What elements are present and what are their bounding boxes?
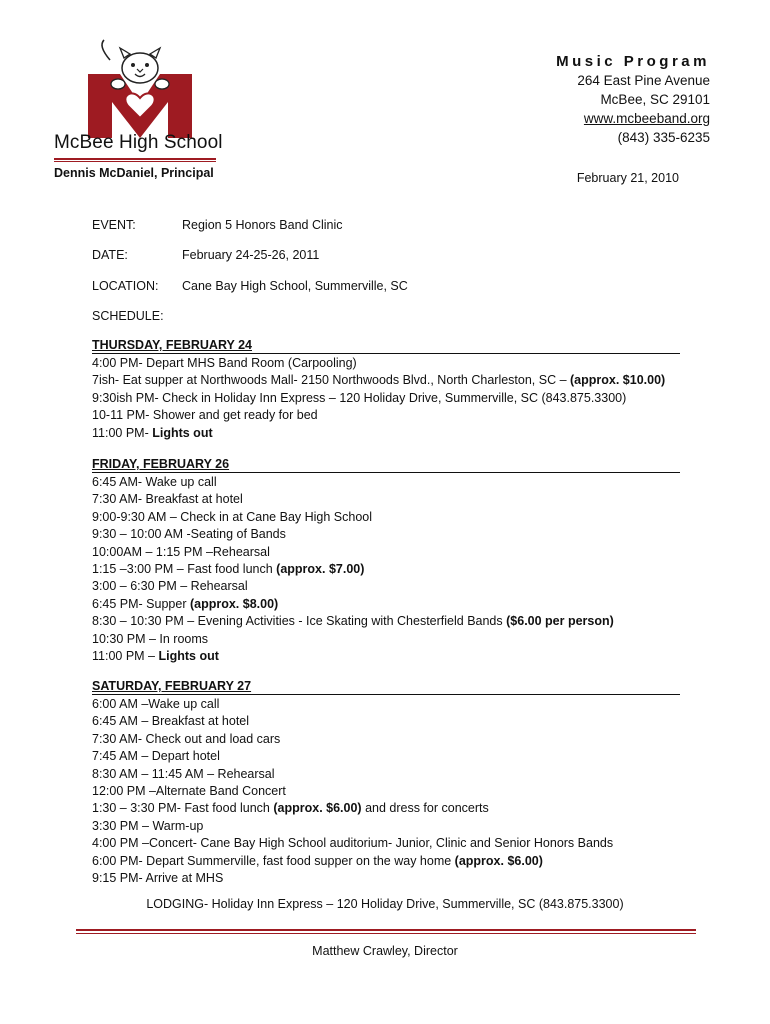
schedule-day-heading bbox=[92, 337, 680, 354]
schedule-item bbox=[92, 509, 680, 526]
schedule-item bbox=[92, 731, 680, 748]
schedule-item-text: 3:00 – 6:30 PM – Rehearsal bbox=[92, 579, 248, 594]
schedule-item-text: 1:15 –3:00 PM – Fast food lunch bbox=[92, 562, 277, 577]
schedule-item-text: 9:30 – 10:00 AM -Seating of Bands bbox=[92, 527, 286, 542]
letter-date: February 21, 2010 bbox=[576, 171, 679, 185]
schedule-item-text: 10-11 PM- Shower and get ready for bed bbox=[92, 408, 318, 423]
principal-name: Dennis McDaniel, Principal bbox=[54, 166, 214, 180]
schedule-item bbox=[92, 372, 680, 389]
schedule-item bbox=[92, 853, 680, 870]
schedule-item-text: 8:30 AM – 11:45 AM – Rehearsal bbox=[92, 766, 275, 781]
schedule-day-heading bbox=[92, 456, 680, 473]
school-name: McBee High School bbox=[54, 132, 223, 153]
day-heading-text: FRIDAY, FEBRUARY 26 bbox=[92, 457, 230, 471]
schedule-item-text: 6:45 AM- Wake up call bbox=[92, 475, 217, 489]
location-value: Cane Bay High School, Summerville, SC bbox=[182, 279, 408, 293]
schedule-item bbox=[92, 870, 680, 887]
schedule-item-emphasis: Lights out bbox=[152, 425, 213, 440]
address-line-2: McBee, SC 29101 bbox=[600, 92, 710, 107]
event-row bbox=[92, 218, 343, 232]
schedule-item-text: 4:00 PM- Depart MHS Band Room (Carpooling) bbox=[92, 356, 357, 370]
day-heading-text: SATURDAY, FEBRUARY 27 bbox=[92, 679, 252, 693]
schedule-item bbox=[92, 544, 680, 561]
schedule-item bbox=[92, 561, 680, 578]
schedule-item-text: 12:00 PM –Alternate Band Concert bbox=[92, 784, 286, 799]
schedule-item bbox=[92, 613, 680, 630]
schedule-item bbox=[92, 596, 680, 613]
date-row bbox=[92, 248, 319, 262]
footer-rule bbox=[76, 929, 696, 931]
lodging-info: LODGING- Holiday Inn Express – 120 Holiday Drive, Summerville, SC (843.875.3300) bbox=[146, 897, 624, 911]
schedule-item bbox=[92, 713, 680, 730]
schedule-item-text: 3:30 PM – Warm-up bbox=[92, 818, 204, 833]
director-name: Matthew Crawley, Director bbox=[312, 944, 458, 958]
phone-number: (843) 335-6235 bbox=[617, 130, 710, 145]
schedule-item bbox=[92, 355, 680, 372]
schedule-item-emphasis: (approx. $6.00) bbox=[273, 801, 362, 816]
schedule-item bbox=[92, 390, 680, 407]
schedule-item bbox=[92, 631, 680, 648]
schedule-item-text: 7:30 AM- Breakfast at hotel bbox=[92, 492, 243, 507]
schedule-day-thursday bbox=[92, 337, 680, 442]
day-heading-text: THURSDAY, FEBRUARY 24 bbox=[92, 338, 252, 352]
department-title: Music Program bbox=[556, 53, 710, 70]
schedule-item-emphasis: (approx. $6.00) bbox=[454, 853, 543, 868]
schedule-day-friday bbox=[92, 456, 680, 665]
schedule-item bbox=[92, 425, 680, 442]
date-label: DATE: bbox=[92, 248, 128, 262]
schedule-label: SCHEDULE: bbox=[92, 309, 164, 323]
event-label: EVENT: bbox=[92, 218, 136, 232]
schedule-item bbox=[92, 783, 680, 800]
schedule-item-emphasis: (approx. $10.00) bbox=[570, 373, 666, 388]
schedule-item-text: 9:15 PM- Arrive at MHS bbox=[92, 871, 224, 886]
schedule-item-text: 6:45 PM- Supper bbox=[92, 596, 190, 611]
website-link[interactable]: www.mcbeeband.org bbox=[583, 111, 710, 126]
schedule-item-text: 4:00 PM –Concert- Cane Bay High School auditorium- Junior, Clinic and Senior Honors Bands bbox=[92, 836, 614, 851]
schedule-day-saturday bbox=[92, 678, 680, 887]
schedule-item-text: 9:00-9:30 AM – Check in at Cane Bay High School bbox=[92, 509, 373, 524]
department-address-block bbox=[556, 52, 710, 147]
schedule-item-text: 10:00AM – 1:15 PM –Rehearsal bbox=[92, 544, 270, 559]
schedule-item bbox=[92, 748, 680, 765]
schedule-item bbox=[92, 696, 680, 713]
schedule-item-emphasis: (approx. $7.00) bbox=[276, 562, 365, 577]
letterhead-rule bbox=[54, 158, 216, 160]
footer-rule-thin bbox=[76, 933, 696, 934]
schedule-item bbox=[92, 766, 680, 783]
location-row bbox=[92, 279, 408, 293]
schedule-item bbox=[92, 835, 680, 852]
schedule-item bbox=[92, 491, 680, 508]
schedule-item bbox=[92, 578, 680, 595]
schedule-item bbox=[92, 818, 680, 835]
schedule-item-text: 11:00 PM – bbox=[92, 649, 159, 664]
letterhead-rule-thin bbox=[54, 161, 216, 162]
schedule-item bbox=[92, 800, 680, 817]
schedule-item bbox=[92, 648, 680, 665]
schedule-item-suffix: and dress for concerts bbox=[361, 801, 489, 816]
schedule-item-text: 7:45 AM – Depart hotel bbox=[92, 749, 220, 764]
schedule-item-emphasis: ($6.00 per person) bbox=[506, 614, 614, 629]
address-line-1: 264 East Pine Avenue bbox=[577, 73, 710, 88]
schedule-item-text: 7:30 AM- Check out and load cars bbox=[92, 731, 281, 746]
schedule-item-emphasis: Lights out bbox=[158, 649, 219, 664]
schedule-item bbox=[92, 407, 680, 424]
location-label: LOCATION: bbox=[92, 279, 159, 293]
schedule-item-text: 11:00 PM- bbox=[92, 425, 153, 440]
schedule-item-text: 6:00 PM- Depart Summerville, fast food supper on the way home bbox=[92, 853, 455, 868]
schedule-item-text: 1:30 – 3:30 PM- Fast food lunch bbox=[92, 801, 274, 816]
schedule-item-emphasis: (approx. $8.00) bbox=[189, 596, 279, 611]
schedule-day-heading bbox=[92, 678, 680, 695]
schedule-item-text: 10:30 PM – In rooms bbox=[92, 631, 209, 646]
event-value: Region 5 Honors Band Clinic bbox=[182, 218, 343, 232]
schedule-item-text: 9:30ish PM- Check in Holiday Inn Express – 120 Holiday Drive, Summerville, SC (843.875.3300) bbox=[92, 390, 627, 405]
schedule-item-text: 8:30 – 10:30 PM – Evening Activities - Ice Skating with Chesterfield Bands bbox=[92, 614, 507, 629]
schedule-item bbox=[92, 526, 680, 543]
schedule-item-text: 6:45 AM – Breakfast at hotel bbox=[92, 714, 250, 729]
schedule-item-text: 7ish- Eat supper at Northwoods Mall- 2150 Northwoods Blvd., North Charleston, SC – bbox=[92, 373, 571, 388]
date-value: February 24-25-26, 2011 bbox=[182, 248, 320, 262]
schedule-item bbox=[92, 474, 680, 491]
schedule-item-text: 6:00 AM –Wake up call bbox=[92, 697, 220, 711]
